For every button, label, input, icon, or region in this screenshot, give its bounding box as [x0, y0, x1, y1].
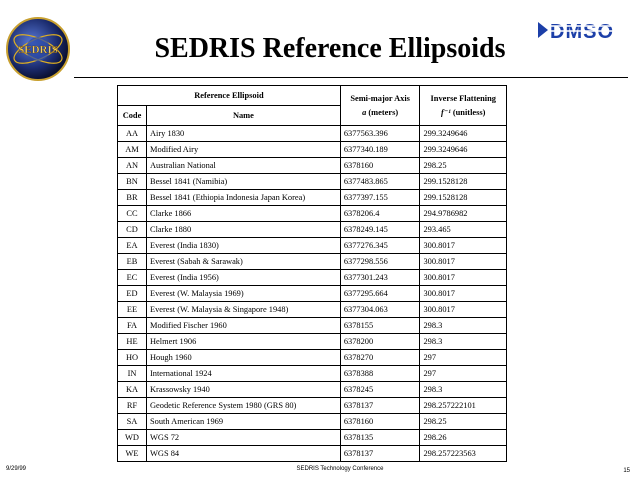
code-cell: AN: [118, 158, 147, 174]
name-cell: Clarke 1866: [147, 206, 341, 222]
table-row: [118, 446, 507, 462]
table-row: [118, 366, 507, 382]
axis-cell: 6378137: [340, 446, 420, 462]
name-cell: Everest (W. Malaysia 1969): [147, 286, 341, 302]
axis-cell: 6377483.865: [340, 174, 420, 190]
code-cell: EA: [118, 238, 147, 254]
table-row: [118, 430, 507, 446]
name-cell: WGS 72: [147, 430, 341, 446]
table-header-row: [118, 86, 507, 106]
footer-date: 9/29/99: [6, 466, 27, 472]
name-cell: Everest (Sabah & Sarawak): [147, 254, 341, 270]
axis-cell: 6377563.396: [340, 126, 420, 142]
flattening-cell: 298.25: [420, 158, 507, 174]
group-header: Reference Ellipsoid: [118, 86, 341, 106]
flattening-cell: 298.26: [420, 430, 507, 446]
code-cell: IN: [118, 366, 147, 382]
code-cell: KA: [118, 382, 147, 398]
logo-text: SEDRIS: [18, 44, 58, 56]
name-cell: International 1924: [147, 366, 341, 382]
table-row: [118, 190, 507, 206]
flattening-cell: 294.9786982: [420, 206, 507, 222]
flattening-cell: 298.3: [420, 334, 507, 350]
name-cell: Krassowsky 1940: [147, 382, 341, 398]
axis-cell: 6378245: [340, 382, 420, 398]
code-cell: RF: [118, 398, 147, 414]
code-cell: CC: [118, 206, 147, 222]
axis-cell: 6378137: [340, 398, 420, 414]
code-cell: AA: [118, 126, 147, 142]
table-row: [118, 142, 507, 158]
table-row: [118, 206, 507, 222]
code-cell: HO: [118, 350, 147, 366]
flattening-cell: 299.3249646: [420, 142, 507, 158]
flattening-cell: 298.257223563: [420, 446, 507, 462]
flattening-header-title: Inverse Flattening: [430, 93, 496, 103]
name-cell: Bessel 1841 (Ethiopia Indonesia Japan Korea): [147, 190, 341, 206]
name-cell: Helmert 1906: [147, 334, 341, 350]
table-row: [118, 222, 507, 238]
code-cell: EE: [118, 302, 147, 318]
code-cell: ED: [118, 286, 147, 302]
code-cell: SA: [118, 414, 147, 430]
table-row: [118, 318, 507, 334]
axis-cell: 6378206.4: [340, 206, 420, 222]
name-header: Name: [147, 106, 341, 126]
axis-cell: 6377295.664: [340, 286, 420, 302]
code-cell: EC: [118, 270, 147, 286]
axis-cell: 6378270: [340, 350, 420, 366]
code-header: Code: [118, 106, 147, 126]
flattening-cell: 293.465: [420, 222, 507, 238]
flattening-cell: 300.8017: [420, 238, 507, 254]
flattening-cell: 297: [420, 350, 507, 366]
flattening-cell: 298.3: [420, 318, 507, 334]
axis-cell: 6377304.063: [340, 302, 420, 318]
name-cell: South American 1969: [147, 414, 341, 430]
code-cell: BR: [118, 190, 147, 206]
axis-cell: 6377276.345: [340, 238, 420, 254]
table-row: [118, 334, 507, 350]
page-number: 15: [623, 468, 630, 474]
table-row: [118, 286, 507, 302]
flattening-cell: 297: [420, 366, 507, 382]
code-cell: EB: [118, 254, 147, 270]
name-cell: Hough 1960: [147, 350, 341, 366]
name-cell: Australian National: [147, 158, 341, 174]
flattening-cell: 298.25: [420, 414, 507, 430]
axis-cell: 6378249.145: [340, 222, 420, 238]
axis-cell: 6377397.155: [340, 190, 420, 206]
name-cell: Modified Airy: [147, 142, 341, 158]
table-row: [118, 158, 507, 174]
flattening-cell: 298.3: [420, 382, 507, 398]
axis-cell: 6378155: [340, 318, 420, 334]
footer-conference: SEDRIS Technology Conference: [296, 466, 384, 472]
axis-header-title: Semi-major Axis: [350, 93, 410, 103]
flattening-cell: 300.8017: [420, 254, 507, 270]
table-row: [118, 270, 507, 286]
name-cell: Clarke 1880: [147, 222, 341, 238]
table-row: [118, 254, 507, 270]
table-row: [118, 382, 507, 398]
name-cell: Everest (India 1956): [147, 270, 341, 286]
table-row: [118, 398, 507, 414]
code-cell: AM: [118, 142, 147, 158]
name-cell: Modified Fischer 1960: [147, 318, 341, 334]
name-cell: Bessel 1841 (Namibia): [147, 174, 341, 190]
table-row: [118, 350, 507, 366]
flattening-cell: 299.3249646: [420, 126, 507, 142]
flattening-cell: 299.1528128: [420, 190, 507, 206]
flattening-header: [420, 86, 507, 126]
flattening-symbol: f⁻¹: [441, 107, 451, 117]
axis-symbol: a: [362, 107, 367, 117]
table-row: [118, 414, 507, 430]
axis-cell: 6377298.556: [340, 254, 420, 270]
flattening-cell: 299.1528128: [420, 174, 507, 190]
code-cell: CD: [118, 222, 147, 238]
name-cell: Geodetic Reference System 1980 (GRS 80): [147, 398, 341, 414]
axis-cell: 6378388: [340, 366, 420, 382]
flattening-cell: 300.8017: [420, 286, 507, 302]
ellipsoid-table: [117, 85, 507, 462]
axis-cell: 6377301.243: [340, 270, 420, 286]
axis-cell: 6378135: [340, 430, 420, 446]
table-row: [118, 302, 507, 318]
table-row: [118, 126, 507, 142]
brand-text: DMSO: [550, 21, 614, 42]
axis-cell: 6377340.189: [340, 142, 420, 158]
axis-cell: 6378200: [340, 334, 420, 350]
code-cell: WE: [118, 446, 147, 462]
axis-cell: 6378160: [340, 414, 420, 430]
flattening-cell: 298.257222101: [420, 398, 507, 414]
name-cell: Everest (India 1830): [147, 238, 341, 254]
table-row: [118, 238, 507, 254]
slide-title: SEDRIS Reference Ellipsoids: [154, 33, 506, 64]
axis-unit: (meters): [368, 107, 399, 117]
flattening-cell: 300.8017: [420, 302, 507, 318]
code-cell: HE: [118, 334, 147, 350]
code-cell: WD: [118, 430, 147, 446]
title-divider: [74, 77, 628, 78]
table-row: [118, 174, 507, 190]
flattening-unit: (unitless): [452, 107, 486, 117]
code-cell: FA: [118, 318, 147, 334]
name-cell: WGS 84: [147, 446, 341, 462]
axis-header: [340, 86, 420, 126]
flattening-cell: 300.8017: [420, 270, 507, 286]
name-cell: Airy 1830: [147, 126, 341, 142]
axis-cell: 6378160: [340, 158, 420, 174]
sedris-logo-icon: [5, 16, 71, 82]
code-cell: BN: [118, 174, 147, 190]
name-cell: Everest (W. Malaysia & Singapore 1948): [147, 302, 341, 318]
